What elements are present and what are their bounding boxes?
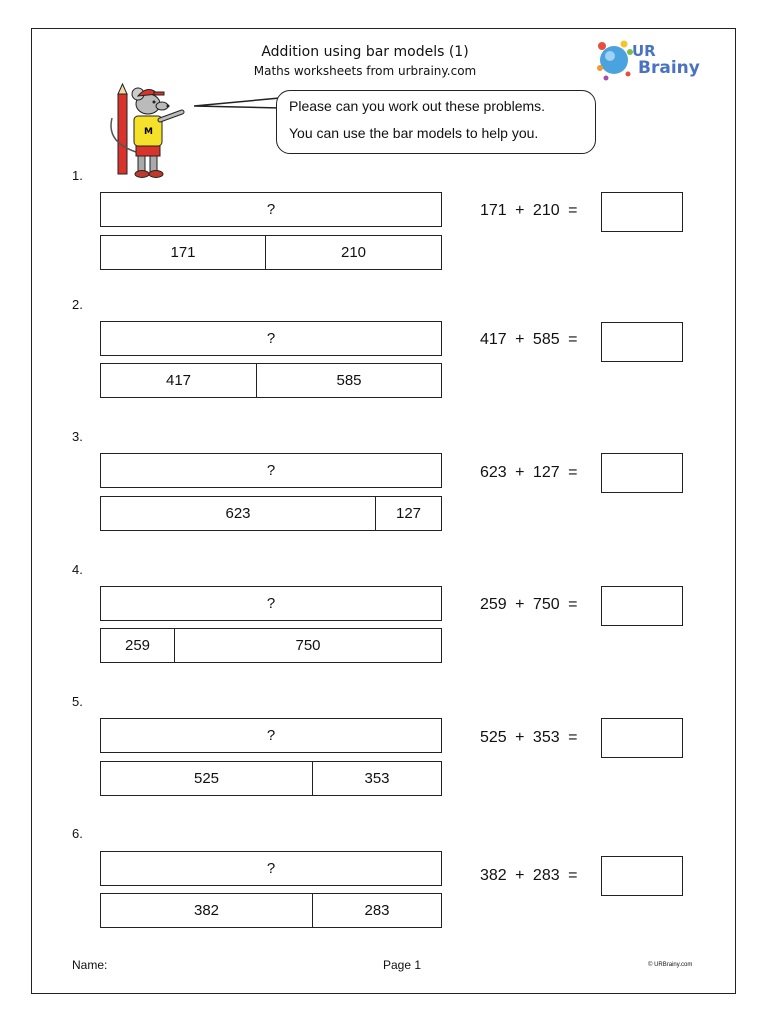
worksheet-subtitle: Maths worksheets from urbrainy.com <box>253 64 477 78</box>
bar-parts <box>100 628 442 663</box>
bar-total: ? <box>100 321 442 356</box>
answer-box[interactable] <box>601 586 683 626</box>
mouse-mascot-icon <box>96 82 196 182</box>
answer-box[interactable] <box>601 718 683 758</box>
bar-parts <box>100 496 442 531</box>
bar-total: ? <box>100 192 442 227</box>
bar-part-b: 353 <box>312 762 441 795</box>
bar-total: ? <box>100 851 442 886</box>
logo-text-brainy: Brainy <box>638 58 700 78</box>
bar-part-b: 210 <box>265 236 441 269</box>
speech-line-1: Please can you work out these problems. <box>289 98 546 114</box>
page-number: Page 1 <box>383 958 422 972</box>
bar-part-b: 283 <box>312 894 441 927</box>
copyright-text: © URBrainy.com <box>648 962 693 968</box>
bar-part-a: 525 <box>193 770 220 787</box>
bar-parts <box>100 761 442 796</box>
equation: 259 + 750 = <box>480 596 578 613</box>
logo-text-ur: UR <box>632 42 656 60</box>
speech-bubble-tail <box>194 94 284 114</box>
equation: 171 + 210 = <box>480 202 578 219</box>
bar-parts <box>100 363 442 398</box>
bar-part-a: 417 <box>165 372 192 389</box>
bar-part-a: 171 <box>170 244 196 261</box>
urbrainy-logo <box>594 34 710 84</box>
problem-number: 1. <box>72 168 83 183</box>
bar-parts <box>100 235 442 270</box>
bar-part-a: 259 <box>124 637 151 654</box>
problem-number: 2. <box>72 297 83 312</box>
answer-box[interactable] <box>601 322 683 362</box>
bar-part-b: 585 <box>256 364 441 397</box>
problem-number: 6. <box>72 826 83 841</box>
equation: 525 + 353 = <box>480 729 578 746</box>
bar-total: ? <box>100 453 442 488</box>
bar-part-b: 750 <box>174 629 441 662</box>
equation: 417 + 585 = <box>480 331 578 348</box>
answer-box[interactable] <box>601 192 683 232</box>
worksheet-title: Addition using bar models (1) <box>261 44 469 60</box>
speech-line-2: You can use the bar models to help you. <box>289 125 539 141</box>
bar-part-a: 623 <box>225 505 251 522</box>
bar-part-b: 127 <box>375 497 441 530</box>
problem-number: 3. <box>72 429 83 444</box>
bar-total: ? <box>100 718 442 753</box>
bar-total: ? <box>100 586 442 621</box>
answer-box[interactable] <box>601 453 683 493</box>
bar-part-a: 382 <box>193 902 220 919</box>
answer-box[interactable] <box>601 856 683 896</box>
problem-number: 4. <box>72 562 83 577</box>
bar-parts <box>100 893 442 928</box>
equation: 382 + 283 = <box>480 867 578 884</box>
svg-text:M: M <box>144 127 153 137</box>
name-label: Name: <box>72 958 108 972</box>
equation: 623 + 127 = <box>480 464 578 481</box>
speech-bubble <box>276 90 596 154</box>
problem-number: 5. <box>72 694 83 709</box>
